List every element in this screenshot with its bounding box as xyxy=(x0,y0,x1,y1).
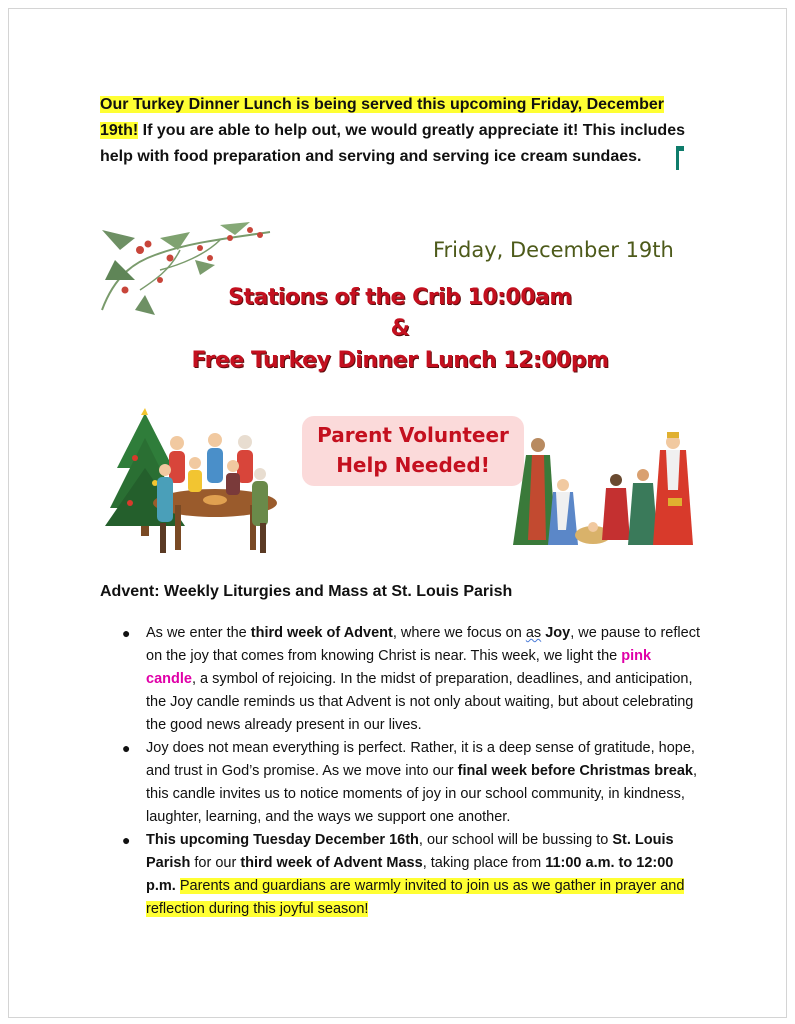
text-run: Joy does not mean everything is perfect. Rather, it is a deep sense of gratitude, hope, and trust in God’s promise. As we move into our xyxy=(146,740,695,779)
bold-run: third week of Advent Mass xyxy=(240,855,423,871)
text-run: for our xyxy=(190,855,241,871)
text-run: , this candle invites us to notice moments of joy in our school community, in kindness, laughter, learning, and the ways we support one another. xyxy=(146,763,697,825)
nativity-scene-illustration xyxy=(508,430,698,555)
advent-list xyxy=(100,622,700,921)
text-run: , where we focus on xyxy=(392,625,526,641)
text-run: , we pause to reflect on the joy that comes from knowing Christ is near. This week, we light the xyxy=(146,625,700,664)
bold-run: Joy xyxy=(545,625,571,641)
bullet-icon: ● xyxy=(122,740,131,756)
bold-run: 11:00 a.m. to 12:00 p.m. xyxy=(146,855,674,894)
list-item xyxy=(100,829,700,921)
spellcheck-word: as xyxy=(525,625,542,641)
text-run: , taking place from xyxy=(422,855,546,871)
text-cursor-flag xyxy=(676,146,684,151)
bold-run: final week before Christmas break xyxy=(457,763,693,779)
volunteer-line-1: Parent Volunteer xyxy=(317,423,509,447)
volunteer-banner xyxy=(302,416,524,486)
event-lunch-line: Free Turkey Dinner Lunch 12:00pm xyxy=(191,348,609,373)
event-ampersand: & xyxy=(390,316,410,341)
bold-run: St. Louis Parish xyxy=(146,832,674,871)
bold-run: third week of Advent xyxy=(250,625,393,641)
list-item xyxy=(100,737,700,829)
intro-paragraph xyxy=(100,92,700,170)
bullet-icon: ● xyxy=(122,625,131,641)
family-dinner-illustration xyxy=(105,408,290,560)
bold-run: This upcoming Tuesday December 16th xyxy=(146,832,419,848)
volunteer-line-2: Help Needed! xyxy=(336,453,490,477)
text-run: , a symbol of rejoicing. In the midst of preparation, deadlines, and anticipation, the Joy candle reminds us that Advent is not only about waiting, but about celebrating the good news already present in our lives. xyxy=(146,671,694,733)
text-run: As we enter the xyxy=(146,625,251,641)
pink-candle-text: pink candle xyxy=(146,648,652,687)
event-stations-line: Stations of the Crib 10:00am xyxy=(228,285,572,310)
intro-rest: If you are able to help out, we would greatly appreciate it! This includes help with food preparation and serving and serving ice cream sundaes. xyxy=(100,122,685,165)
list-item xyxy=(100,622,700,737)
event-date: Friday, December 19th xyxy=(433,238,674,262)
text-run: , our school will be bussing to xyxy=(418,832,613,848)
advent-heading: Advent: Weekly Liturgies and Mass at St. Louis Parish xyxy=(100,583,513,600)
intro-highlight: Our Turkey Dinner Lunch is being served this upcoming Friday, December 19th! xyxy=(100,96,664,139)
bullet-icon: ● xyxy=(122,832,131,848)
highlighted-run: Parents and guardians are warmly invited to join us as we gather in prayer and reflection during this joyful season! xyxy=(146,878,685,917)
